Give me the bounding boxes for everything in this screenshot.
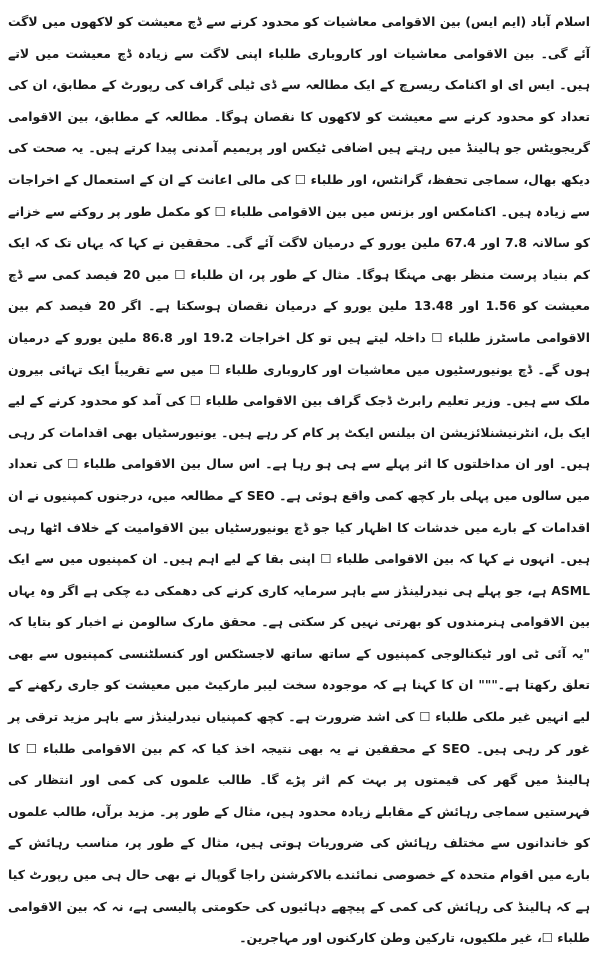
- article-body: اسلام آباد (ایم ایس) بین الاقوامی معاشیات کو محدود کرنے سے ڈچ معیشت کو لاکھوں میں لاگت آئے گی۔ بین الاقوامی معاشیات اور کاروباری طلباء اپنی لاگت سے زیادہ ڈچ معیشت میں لاتے ہیں۔ ایس ای او اکنامک ریسرچ کے ایک مطالعہ سے ڈی ٹیلی گراف کی رپورٹ کے مطابق، ان کی تعداد کو محدود کرنے سے معیشت کو لاکھوں کا نقصان ہوگا۔ مطالعہ کے مطابق، بین الاقوامی گریجویٹس جو ہالینڈ میں رہتے ہیں اضافی ٹیکس اور پریمیم آمدنی پیدا کرتے ہیں۔ یہ صحت کی دیکھ بھال، سماجی تحفظ، گرانٹس، اور طلباء ☐ کی مالی اعانت کے ان کے استعمال کے اخراجات سے زیادہ ہیں۔ اکنامکس اور بزنس میں بین الاقوامی طلباء ☐ کو مکمل طور پر روکنے سے خزانے کو سالانہ 7.8 اور 67.4 ملین یورو کے درمیان لاگت آئے گی۔ محققین نے کہا کہ یہاں تک کہ ایک کم بنیاد پرست منظر بھی مہنگا ہوگا۔ مثال کے طور پر، ان طلباء ☐ میں 20 فیصد کمی سے ڈچ معیشت کو 1.56 اور 13.48 ملین یورو کے درمیان نقصان ہوسکتا ہے۔ اگر 20 فیصد کم بین الاقوامی ماسٹرز طلباء ☐ داخلہ لیتے ہیں تو کل اخراجات 19.2 اور 86.8 ملین یورو کے درمیان ہوں گے۔ ڈچ یونیورسٹیوں میں معاشیات اور کاروباری طلباء ☐ میں سے تقریباً ایک تہائی بیرون ملک سے ہیں۔ وزیر تعلیم رابرٹ ڈجک گراف بین الاقوامی طلباء ☐ کی آمد کو محدود کرنے کے لیے ایک بل، انٹرنیشنلائزیشن ان بیلنس ایکٹ پر کام کر رہے ہیں۔ یونیورسٹیاں بھی اقدامات کر رہی ہیں۔ اور ان مداخلتوں کا اثر پہلے سے ہی ہو رہا ہے۔ اس سال بین الاقوامی طلباء ☐ کی تعداد میں سالوں میں پہلی بار کچھ کمی واقع ہوئی ہے۔ SEO کے مطالعہ میں، درجنوں کمپنیوں نے ان اقدامات کے بارے میں خدشات کا اظہار کیا جو ڈچ یونیورسٹیاں بین الاقوامیت کے خلاف اٹھا رہی ہیں۔ انہوں نے کہا کہ بین الاقوامی طلباء ☐ اپنی بقا کے لیے اہم ہیں۔ ان کمپنیوں میں سے ایک ASML ہے، جو پہلے ہی نیدرلینڈز سے باہر سرمایہ کاری کرنے کی دھمکی دے چکی ہے اگر وہ یہاں بین الاقوامی ہنرمندوں کو بھرتی نہیں کر سکتی ہے۔ محقق مارک سالومن نے اخبار کو بتایا کہ "یہ آئی ٹی اور ٹیکنالوجی کمپنیوں کے ساتھ ساتھ لاجسٹکس اور کنسلٹنسی کمپنیوں سے بھی تعلق رکھتا ہے۔""" ان کا کہنا ہے کہ موجودہ سخت لیبر مارکیٹ میں معیشت کو جاری رکھنے کے لیے انہیں غیر ملکی طلباء ☐ کی اشد ضرورت ہے۔ کچھ کمپنیاں نیدرلینڈز سے باہر مزید ترقی پر غور کر رہی ہیں۔ SEO کے محققین نے یہ بھی نتیجہ اخذ کیا کہ کم بین الاقوامی طلباء ☐ کا ہالینڈ میں گھر کی قیمتوں پر بہت کم اثر پڑے گا۔ طالب علموں کی کمی اور انتظار کی فہرستیں سماجی رہائش کے مقابلے زیادہ محدود ہیں، مثال کے طور پر۔ مزید برآں، طالب علموں کو خاندانوں سے مختلف رہائش کی ضروریات ہوتی ہیں، مثال کے طور پر، مناسب رہائش کے بارے میں اقوام متحدہ کے خصوصی نمائندے بالاکرشنن راجا گوپال نے بھی حال ہی میں رپورٹ کیا ہے کہ ہالینڈ کی رہائش کی کمی کے پیچھے دہائیوں کی حکومتی پالیسی ہے، نہ کہ بین الاقوامی طلباء ☐، غیر ملکیوں، تارکین وطن کارکنوں اور مہاجرین۔: [8, 14, 591, 946]
